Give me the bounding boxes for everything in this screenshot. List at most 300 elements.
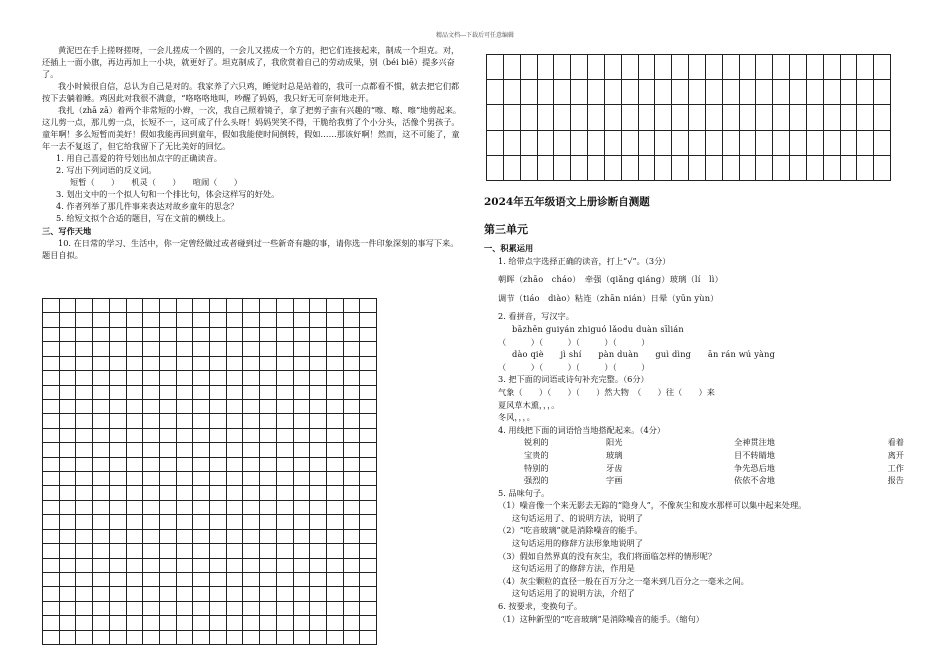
grid-cell[interactable] <box>344 587 361 601</box>
grid-cell[interactable] <box>110 357 127 371</box>
grid-cell[interactable] <box>43 313 60 327</box>
grid-cell[interactable] <box>639 105 656 130</box>
grid-cell[interactable] <box>538 105 555 130</box>
grid-cell[interactable] <box>327 458 344 472</box>
grid-cell[interactable] <box>210 573 227 587</box>
grid-cell[interactable] <box>43 371 60 385</box>
grid-cell[interactable] <box>76 587 93 601</box>
grid-cell[interactable] <box>210 631 227 645</box>
grid-cell[interactable] <box>193 328 210 342</box>
grid-cell[interactable] <box>277 515 294 529</box>
grid-cell[interactable] <box>327 573 344 587</box>
grid-cell[interactable] <box>294 443 311 457</box>
grid-cell[interactable] <box>143 371 160 385</box>
grid-cell[interactable] <box>177 429 194 443</box>
grid-cell[interactable] <box>521 156 538 181</box>
grid-cell[interactable] <box>127 602 144 616</box>
grid-cell[interactable] <box>177 299 194 313</box>
grid-cell[interactable] <box>807 156 824 181</box>
grid-cell[interactable] <box>360 342 377 356</box>
grid-cell[interactable] <box>824 55 841 80</box>
grid-cell[interactable] <box>874 156 891 181</box>
grid-cell[interactable] <box>60 530 77 544</box>
grid-cell[interactable] <box>143 328 160 342</box>
grid-cell[interactable] <box>487 55 504 80</box>
grid-cell[interactable] <box>277 472 294 486</box>
grid-cell[interactable] <box>227 486 244 500</box>
grid-cell[interactable] <box>294 587 311 601</box>
grid-cell[interactable] <box>143 559 160 573</box>
grid-cell[interactable] <box>243 587 260 601</box>
grid-cell[interactable] <box>538 55 555 80</box>
grid-cell[interactable] <box>277 631 294 645</box>
grid-cell[interactable] <box>360 458 377 472</box>
grid-cell[interactable] <box>93 443 110 457</box>
grid-cell[interactable] <box>277 328 294 342</box>
grid-cell[interactable] <box>344 458 361 472</box>
grid-cell[interactable] <box>227 313 244 327</box>
grid-cell[interactable] <box>110 313 127 327</box>
grid-cell[interactable] <box>177 357 194 371</box>
grid-cell[interactable] <box>260 443 277 457</box>
grid-cell[interactable] <box>93 414 110 428</box>
grid-cell[interactable] <box>127 587 144 601</box>
grid-cell[interactable] <box>93 371 110 385</box>
grid-cell[interactable] <box>76 472 93 486</box>
grid-cell[interactable] <box>740 105 757 130</box>
grid-cell[interactable] <box>344 313 361 327</box>
grid-cell[interactable] <box>193 616 210 630</box>
grid-cell[interactable] <box>210 400 227 414</box>
grid-cell[interactable] <box>76 515 93 529</box>
grid-cell[interactable] <box>554 131 571 156</box>
grid-cell[interactable] <box>177 530 194 544</box>
grid-cell[interactable] <box>360 400 377 414</box>
grid-cell[interactable] <box>639 156 656 181</box>
grid-cell[interactable] <box>60 414 77 428</box>
grid-cell[interactable] <box>43 443 60 457</box>
grid-cell[interactable] <box>622 105 639 130</box>
grid-cell[interactable] <box>177 587 194 601</box>
grid-cell[interactable] <box>260 573 277 587</box>
grid-cell[interactable] <box>160 400 177 414</box>
grid-cell[interactable] <box>177 313 194 327</box>
grid-cell[interactable] <box>790 55 807 80</box>
grid-cell[interactable] <box>76 313 93 327</box>
grid-cell[interactable] <box>43 602 60 616</box>
grid-cell[interactable] <box>260 299 277 313</box>
grid-cell[interactable] <box>327 342 344 356</box>
grid-cell[interactable] <box>571 105 588 130</box>
grid-cell[interactable] <box>260 328 277 342</box>
grid-cell[interactable] <box>227 530 244 544</box>
grid-cell[interactable] <box>110 616 127 630</box>
grid-cell[interactable] <box>723 55 740 80</box>
grid-cell[interactable] <box>43 328 60 342</box>
grid-cell[interactable] <box>76 544 93 558</box>
grid-cell[interactable] <box>773 105 790 130</box>
grid-cell[interactable] <box>127 501 144 515</box>
grid-cell[interactable] <box>76 501 93 515</box>
grid-cell[interactable] <box>706 105 723 130</box>
grid-cell[interactable] <box>93 357 110 371</box>
grid-cell[interactable] <box>60 587 77 601</box>
grid-cell[interactable] <box>672 55 689 80</box>
grid-cell[interactable] <box>260 458 277 472</box>
grid-cell[interactable] <box>127 371 144 385</box>
grid-cell[interactable] <box>43 515 60 529</box>
grid-cell[interactable] <box>110 458 127 472</box>
grid-cell[interactable] <box>60 400 77 414</box>
grid-cell[interactable] <box>622 156 639 181</box>
grid-cell[interactable] <box>723 105 740 130</box>
grid-cell[interactable] <box>360 501 377 515</box>
grid-cell[interactable] <box>76 400 93 414</box>
grid-cell[interactable] <box>127 299 144 313</box>
grid-cell[interactable] <box>857 156 874 181</box>
grid-cell[interactable] <box>310 299 327 313</box>
grid-cell[interactable] <box>504 105 521 130</box>
grid-cell[interactable] <box>143 602 160 616</box>
grid-cell[interactable] <box>127 559 144 573</box>
grid-cell[interactable] <box>177 342 194 356</box>
grid-cell[interactable] <box>344 631 361 645</box>
grid-cell[interactable] <box>160 573 177 587</box>
grid-cell[interactable] <box>344 501 361 515</box>
grid-cell[interactable] <box>243 371 260 385</box>
grid-cell[interactable] <box>841 105 858 130</box>
grid-cell[interactable] <box>193 573 210 587</box>
grid-cell[interactable] <box>160 602 177 616</box>
grid-cell[interactable] <box>210 486 227 500</box>
grid-cell[interactable] <box>277 371 294 385</box>
grid-cell[interactable] <box>260 486 277 500</box>
grid-cell[interactable] <box>193 458 210 472</box>
grid-cell[interactable] <box>327 328 344 342</box>
grid-cell[interactable] <box>841 80 858 105</box>
grid-cell[interactable] <box>487 131 504 156</box>
grid-cell[interactable] <box>193 530 210 544</box>
grid-cell[interactable] <box>227 602 244 616</box>
grid-cell[interactable] <box>327 559 344 573</box>
grid-cell[interactable] <box>143 544 160 558</box>
grid-cell[interactable] <box>277 313 294 327</box>
grid-cell[interactable] <box>43 501 60 515</box>
grid-cell[interactable] <box>605 156 622 181</box>
grid-cell[interactable] <box>227 299 244 313</box>
grid-cell[interactable] <box>294 602 311 616</box>
grid-cell[interactable] <box>43 544 60 558</box>
grid-cell[interactable] <box>857 105 874 130</box>
grid-cell[interactable] <box>360 616 377 630</box>
grid-cell[interactable] <box>277 443 294 457</box>
grid-cell[interactable] <box>243 559 260 573</box>
grid-cell[interactable] <box>360 386 377 400</box>
grid-cell[interactable] <box>227 472 244 486</box>
grid-cell[interactable] <box>43 400 60 414</box>
grid-cell[interactable] <box>160 472 177 486</box>
grid-cell[interactable] <box>344 386 361 400</box>
grid-cell[interactable] <box>110 530 127 544</box>
grid-cell[interactable] <box>60 342 77 356</box>
grid-cell[interactable] <box>110 386 127 400</box>
grid-cell[interactable] <box>243 616 260 630</box>
grid-cell[interactable] <box>127 386 144 400</box>
grid-cell[interactable] <box>160 530 177 544</box>
grid-cell[interactable] <box>327 530 344 544</box>
grid-cell[interactable] <box>243 602 260 616</box>
grid-cell[interactable] <box>227 501 244 515</box>
grid-cell[interactable] <box>277 357 294 371</box>
grid-cell[interactable] <box>76 631 93 645</box>
grid-cell[interactable] <box>93 458 110 472</box>
grid-cell[interactable] <box>110 559 127 573</box>
grid-cell[interactable] <box>160 371 177 385</box>
grid-cell[interactable] <box>538 156 555 181</box>
grid-cell[interactable] <box>193 559 210 573</box>
grid-cell[interactable] <box>127 631 144 645</box>
grid-cell[interactable] <box>227 328 244 342</box>
grid-cell[interactable] <box>310 530 327 544</box>
grid-cell[interactable] <box>639 80 656 105</box>
grid-cell[interactable] <box>160 544 177 558</box>
grid-cell[interactable] <box>177 458 194 472</box>
grid-cell[interactable] <box>127 414 144 428</box>
grid-cell[interactable] <box>177 486 194 500</box>
grid-cell[interactable] <box>277 559 294 573</box>
grid-cell[interactable] <box>327 472 344 486</box>
grid-cell[interactable] <box>210 313 227 327</box>
grid-cell[interactable] <box>310 342 327 356</box>
grid-cell[interactable] <box>110 472 127 486</box>
grid-cell[interactable] <box>639 131 656 156</box>
grid-cell[interactable] <box>243 486 260 500</box>
grid-cell[interactable] <box>160 313 177 327</box>
grid-cell[interactable] <box>177 559 194 573</box>
grid-cell[interactable] <box>706 156 723 181</box>
grid-cell[interactable] <box>310 313 327 327</box>
grid-cell[interactable] <box>160 299 177 313</box>
grid-cell[interactable] <box>260 472 277 486</box>
grid-cell[interactable] <box>807 55 824 80</box>
grid-cell[interactable] <box>310 386 327 400</box>
grid-cell[interactable] <box>294 544 311 558</box>
grid-cell[interactable] <box>210 602 227 616</box>
grid-cell[interactable] <box>227 559 244 573</box>
grid-cell[interactable] <box>344 443 361 457</box>
grid-cell[interactable] <box>277 386 294 400</box>
grid-cell[interactable] <box>143 357 160 371</box>
grid-cell[interactable] <box>227 414 244 428</box>
grid-cell[interactable] <box>689 131 706 156</box>
grid-cell[interactable] <box>143 299 160 313</box>
grid-cell[interactable] <box>622 131 639 156</box>
grid-cell[interactable] <box>177 328 194 342</box>
grid-cell[interactable] <box>143 530 160 544</box>
grid-cell[interactable] <box>360 299 377 313</box>
grid-cell[interactable] <box>76 414 93 428</box>
grid-cell[interactable] <box>127 544 144 558</box>
grid-cell[interactable] <box>76 530 93 544</box>
grid-cell[interactable] <box>193 414 210 428</box>
grid-cell[interactable] <box>260 386 277 400</box>
grid-cell[interactable] <box>143 515 160 529</box>
grid-cell[interactable] <box>93 486 110 500</box>
grid-cell[interactable] <box>143 386 160 400</box>
grid-cell[interactable] <box>294 616 311 630</box>
grid-cell[interactable] <box>360 429 377 443</box>
grid-cell[interactable] <box>160 429 177 443</box>
grid-cell[interactable] <box>622 55 639 80</box>
grid-cell[interactable] <box>210 429 227 443</box>
grid-cell[interactable] <box>504 80 521 105</box>
grid-cell[interactable] <box>110 443 127 457</box>
grid-cell[interactable] <box>60 371 77 385</box>
grid-cell[interactable] <box>160 342 177 356</box>
grid-cell[interactable] <box>672 156 689 181</box>
grid-cell[interactable] <box>43 357 60 371</box>
grid-cell[interactable] <box>260 602 277 616</box>
grid-cell[interactable] <box>243 530 260 544</box>
grid-cell[interactable] <box>193 587 210 601</box>
grid-cell[interactable] <box>260 616 277 630</box>
grid-cell[interactable] <box>344 530 361 544</box>
grid-cell[interactable] <box>824 156 841 181</box>
grid-cell[interactable] <box>874 55 891 80</box>
grid-cell[interactable] <box>327 313 344 327</box>
grid-cell[interactable] <box>655 80 672 105</box>
grid-cell[interactable] <box>210 530 227 544</box>
grid-cell[interactable] <box>193 386 210 400</box>
grid-cell[interactable] <box>243 299 260 313</box>
grid-cell[interactable] <box>177 386 194 400</box>
grid-cell[interactable] <box>43 631 60 645</box>
grid-cell[interactable] <box>344 616 361 630</box>
grid-cell[interactable] <box>360 443 377 457</box>
grid-cell[interactable] <box>227 386 244 400</box>
grid-cell[interactable] <box>60 616 77 630</box>
grid-cell[interactable] <box>294 414 311 428</box>
grid-cell[interactable] <box>521 55 538 80</box>
grid-cell[interactable] <box>193 342 210 356</box>
grid-cell[interactable] <box>110 486 127 500</box>
grid-cell[interactable] <box>227 616 244 630</box>
grid-cell[interactable] <box>210 515 227 529</box>
grid-cell[interactable] <box>143 486 160 500</box>
grid-cell[interactable] <box>773 80 790 105</box>
grid-cell[interactable] <box>160 443 177 457</box>
grid-cell[interactable] <box>874 105 891 130</box>
grid-cell[interactable] <box>310 414 327 428</box>
grid-cell[interactable] <box>243 429 260 443</box>
grid-cell[interactable] <box>210 458 227 472</box>
grid-cell[interactable] <box>521 105 538 130</box>
grid-cell[interactable] <box>277 486 294 500</box>
grid-cell[interactable] <box>110 414 127 428</box>
grid-cell[interactable] <box>60 313 77 327</box>
grid-cell[interactable] <box>76 559 93 573</box>
grid-cell[interactable] <box>243 573 260 587</box>
grid-cell[interactable] <box>193 429 210 443</box>
grid-cell[interactable] <box>605 80 622 105</box>
grid-cell[interactable] <box>227 631 244 645</box>
grid-cell[interactable] <box>344 400 361 414</box>
grid-cell[interactable] <box>127 573 144 587</box>
grid-cell[interactable] <box>76 429 93 443</box>
grid-cell[interactable] <box>210 414 227 428</box>
grid-cell[interactable] <box>807 80 824 105</box>
grid-cell[interactable] <box>76 342 93 356</box>
grid-cell[interactable] <box>260 429 277 443</box>
grid-cell[interactable] <box>655 156 672 181</box>
grid-cell[interactable] <box>874 80 891 105</box>
grid-cell[interactable] <box>43 458 60 472</box>
grid-cell[interactable] <box>310 573 327 587</box>
grid-cell[interactable] <box>344 357 361 371</box>
grid-cell[interactable] <box>723 80 740 105</box>
grid-cell[interactable] <box>127 313 144 327</box>
grid-cell[interactable] <box>76 328 93 342</box>
grid-cell[interactable] <box>344 544 361 558</box>
grid-cell[interactable] <box>210 386 227 400</box>
grid-cell[interactable] <box>193 501 210 515</box>
grid-cell[interactable] <box>706 131 723 156</box>
grid-cell[interactable] <box>327 357 344 371</box>
grid-cell[interactable] <box>43 587 60 601</box>
grid-cell[interactable] <box>60 501 77 515</box>
grid-cell[interactable] <box>160 458 177 472</box>
grid-cell[interactable] <box>277 414 294 428</box>
grid-cell[interactable] <box>571 131 588 156</box>
grid-cell[interactable] <box>310 631 327 645</box>
grid-cell[interactable] <box>756 80 773 105</box>
grid-cell[interactable] <box>177 602 194 616</box>
grid-cell[interactable] <box>740 80 757 105</box>
grid-cell[interactable] <box>93 472 110 486</box>
grid-cell[interactable] <box>487 156 504 181</box>
grid-cell[interactable] <box>43 386 60 400</box>
grid-cell[interactable] <box>243 342 260 356</box>
grid-cell[interactable] <box>60 486 77 500</box>
grid-cell[interactable] <box>210 501 227 515</box>
grid-cell[interactable] <box>538 131 555 156</box>
grid-cell[interactable] <box>143 573 160 587</box>
grid-cell[interactable] <box>327 501 344 515</box>
grid-cell[interactable] <box>487 105 504 130</box>
grid-cell[interactable] <box>260 501 277 515</box>
grid-cell[interactable] <box>210 443 227 457</box>
grid-cell[interactable] <box>294 328 311 342</box>
grid-cell[interactable] <box>310 472 327 486</box>
grid-cell[interactable] <box>294 573 311 587</box>
grid-cell[interactable] <box>294 458 311 472</box>
grid-cell[interactable] <box>277 587 294 601</box>
grid-cell[interactable] <box>60 573 77 587</box>
grid-cell[interactable] <box>554 55 571 80</box>
grid-cell[interactable] <box>210 616 227 630</box>
grid-cell[interactable] <box>294 429 311 443</box>
grid-cell[interactable] <box>277 573 294 587</box>
grid-cell[interactable] <box>160 414 177 428</box>
grid-cell[interactable] <box>93 544 110 558</box>
grid-cell[interactable] <box>110 587 127 601</box>
grid-cell[interactable] <box>294 631 311 645</box>
grid-cell[interactable] <box>193 515 210 529</box>
grid-cell[interactable] <box>93 530 110 544</box>
grid-cell[interactable] <box>93 602 110 616</box>
grid-cell[interactable] <box>193 631 210 645</box>
grid-cell[interactable] <box>243 515 260 529</box>
